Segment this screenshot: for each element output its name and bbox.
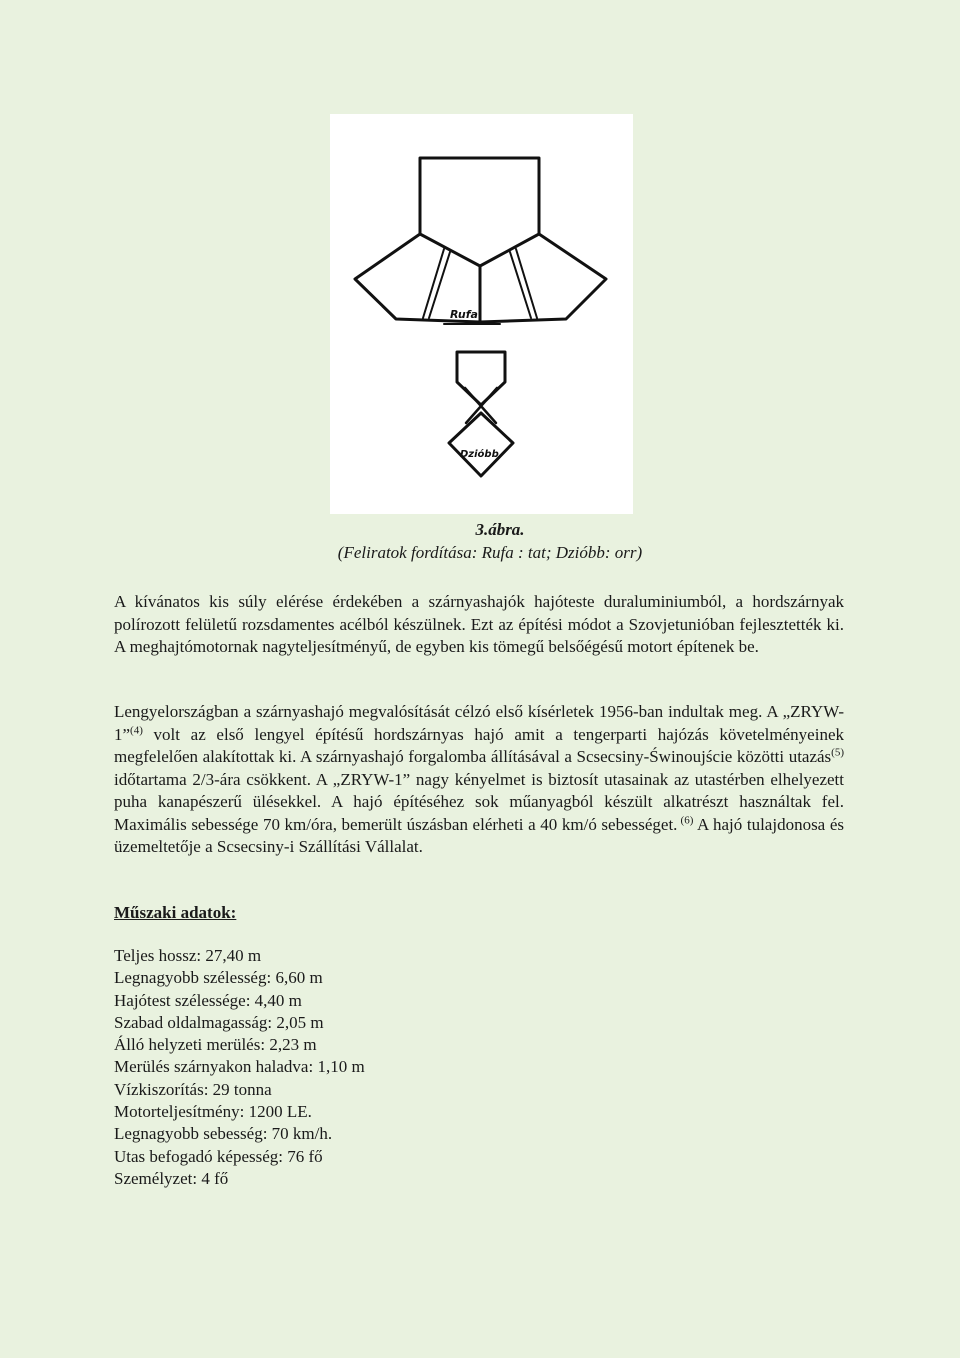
spec-item: Teljes hossz: 27,40 m — [114, 946, 262, 965]
stern-right-foil — [480, 234, 606, 322]
paragraph-text: Lengyelországban a szárnyashajó megvalósítását célzó első kísérletek 1956-ban indultak meg. A „ZRYW-1” — [114, 702, 844, 744]
footnote-marker: (4) — [130, 723, 143, 736]
spec-item: Legnagyobb szélesség: 6,60 m — [114, 968, 323, 988]
foil-diagram-figure — [330, 114, 633, 514]
bow-strut-cross — [465, 388, 497, 423]
stern-hull-outline — [420, 158, 539, 266]
spec-item: Legnagyobb sebesség: 70 km/h. — [114, 1124, 333, 1144]
footnote-marker: (6) — [677, 813, 694, 826]
bow-label: Dzióbb — [460, 449, 499, 460]
spec-item: Személyzet: 4 fő — [114, 1168, 229, 1188]
paragraph-materials — [114, 591, 844, 659]
paragraph-text: időtartama 2/3-ára csökkent. A „ZRYW-1” nagy kényelmet is biztosít utasainak az utastérben elhelyezett puha kanapészerű ülésekkel. A hajó építéséhez sok műanyagból készült alkatrészt használtak fel. Maximális sebessége 70 km/óra, bemerült úszásban elérheti a 40 km/ó sebességet. — [114, 769, 844, 834]
spec-item: Hajótest szélessége: 4,40 m — [114, 990, 302, 1010]
figure-caption-title: 3.ábra. — [475, 520, 525, 539]
paragraph-text: volt az első lengyel építésű hordszárnyas hajó amit a tengerparti hajózás követelményeinek megfelelően alakítottak ki. A szárnyashajó forgalomba állításával a Scsecsiny-Świnoujście közötti utazás — [114, 724, 844, 766]
figure-caption-note: (Feliratok fordítása: Rufa : tat; Dzióbb: orr) — [337, 543, 643, 562]
spec-item: Szabad oldalmagasság: 2,05 m — [114, 1012, 324, 1032]
spec-item: Motorteljesítmény: 1200 LE. — [114, 1102, 312, 1122]
foil-diagram — [330, 114, 633, 514]
paragraph-text: A kívánatos kis súly elérése érdekében a szárnyashajók hajóteste duraluminiumból, a hordszárnyak polírozott felületű rozsdamentes acélból készülnek. Ezt az építési módot a Szovjetunióban fejlesztették ki. A meghajtómotornak nagyteljesítményű, de egyben kis tömegű belsőégésű motort építenek be. — [114, 592, 844, 656]
paragraph-zryw — [114, 701, 844, 859]
spec-item: Álló helyzeti merülés: 2,23 m — [114, 1035, 317, 1055]
spec-item: Merülés szárnyakon haladva: 1,10 m — [114, 1057, 365, 1077]
stern-label: Rufa — [450, 308, 478, 321]
stern-right-strut — [510, 249, 537, 318]
specs-list — [114, 945, 365, 1190]
stern-left-strut — [423, 249, 450, 318]
bow-hull-outline — [457, 352, 505, 405]
specs-heading: Műszaki adatok: — [114, 903, 237, 922]
footnote-marker: (5) — [831, 746, 844, 759]
paragraph-text: A hajó tulajdonosa és üzemeltetője a Scsecsiny-i Szállítási Vállalat. — [114, 814, 844, 856]
bow-foil-diamond — [449, 413, 513, 476]
spec-item: Utas befogadó képesség: 76 fő — [114, 1146, 323, 1166]
spec-item: Vízkiszorítás: 29 tonna — [114, 1079, 272, 1099]
